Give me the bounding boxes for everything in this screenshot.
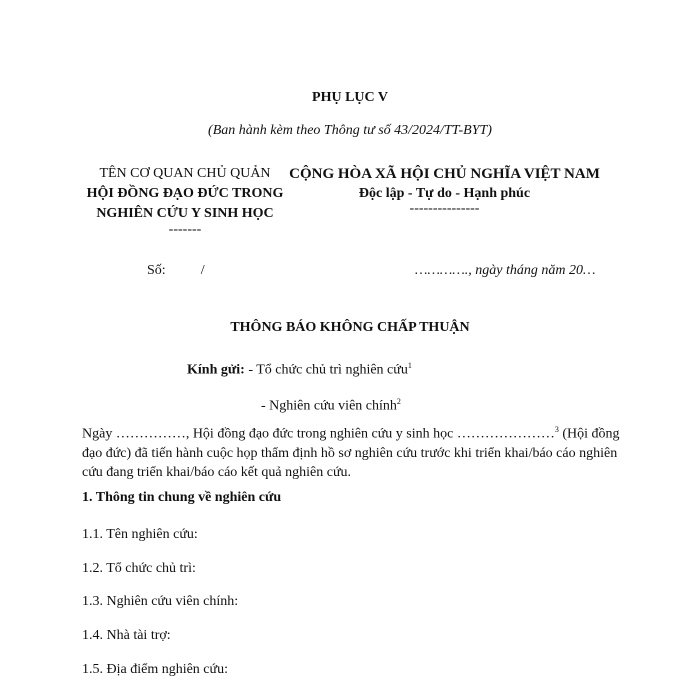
footnote-3: 3 [554,425,559,434]
footnote-1: 1 [407,361,412,370]
agency-block [70,164,300,236]
intro-paragraph [82,420,622,482]
document-number [147,263,205,279]
appendix-title: PHỤ LỤC V [312,90,388,105]
republic-name: CỘNG HÒA XÃ HỘI CHỦ NGHĨA VIỆT NAM [289,166,600,182]
field-sponsor: 1.4. Nhà tài trợ: [82,628,171,643]
recipient-line-2 [261,397,401,415]
date-line: …………., ngày tháng năm 20… [415,263,596,278]
field-study-location: 1.5. Địa điểm nghiên cứu: [82,662,229,677]
recipient-first: - Tổ chức chủ trì nghiên cứu [248,362,408,378]
footnote-2: 2 [396,397,401,406]
national-motto: Độc lập - Tự do - Hạnh phúc [358,186,531,201]
field-principal-investigator: 1.3. Nghiên cứu viên chính: [82,594,239,609]
republic-block [282,164,607,214]
number-label: Số: [147,263,166,278]
recipient-line-1 [187,361,412,379]
agency-divider: ------- [168,222,202,237]
issuance-note: (Ban hành kèm theo Thông tư số 43/2024/TT-BYT) [208,123,492,138]
section-heading: 1. Thông tin chung về nghiên cứu [82,490,282,505]
document-title: THÔNG BÁO KHÔNG CHẤP THUẬN [230,320,470,335]
ethics-committee-name: HỘI ĐỒNG ĐẠO ĐỨC TRONG NGHIÊN CỨU Y SINH HỌC [86,186,284,221]
field-study-name: 1.1. Tên nghiên cứu: [82,527,198,542]
intro-text-start: Ngày ……………, Hội đồng đạo đức trong nghiên cứu y sinh học ………………… [82,426,555,442]
motto-divider: --------------- [409,201,480,216]
parent-agency: TÊN CƠ QUAN CHỦ QUẢN [99,166,271,181]
number-slash: / [200,263,205,278]
recipient-second: - Nghiên cứu viên chính [261,398,397,414]
intro-text-end: (Hội đồng đạo đức) đã tiến hành cuộc họp thẩm định hồ sơ nghiên cứu trước khi triển khai/báo cáo nghiên cứu đang triển khai/báo cáo kết quả nghiên cứu. [82,426,620,480]
field-host-organization: 1.2. Tổ chức chủ trì: [82,561,196,576]
recipient-label: Kính gửi: [187,362,245,378]
